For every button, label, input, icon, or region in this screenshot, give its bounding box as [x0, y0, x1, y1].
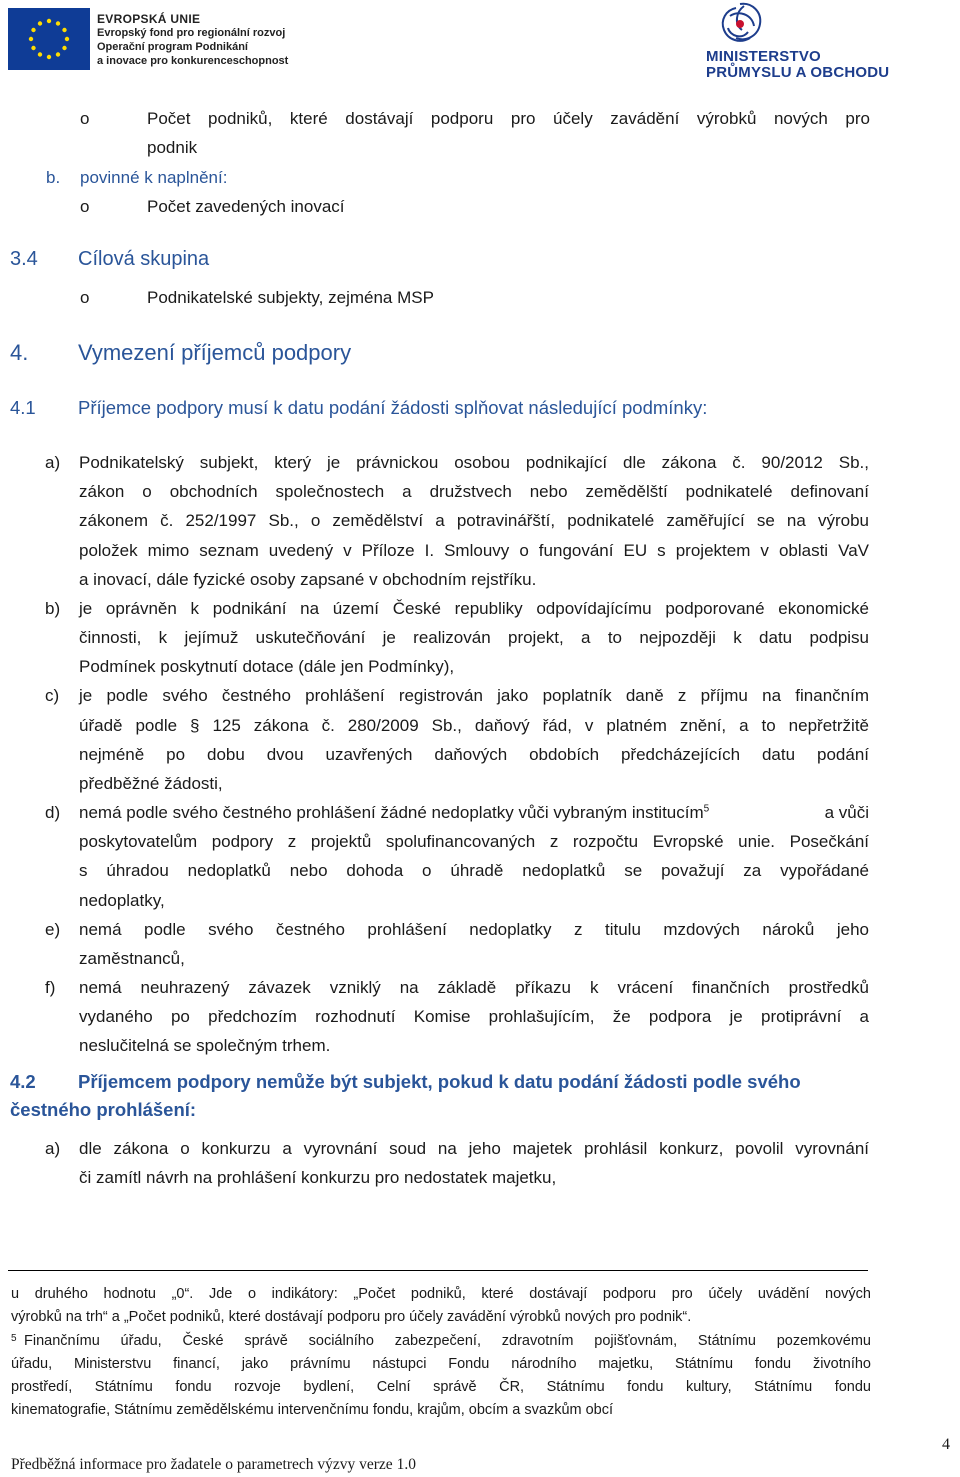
section-4-2-title-line-2: čestného prohlášení: [10, 1099, 197, 1120]
bullet-2: Počet zavedených inovací [147, 197, 345, 216]
eu-logo-text [97, 12, 288, 68]
footnote-ref-5: 5 [703, 803, 710, 815]
mpo-logo-text [706, 49, 889, 81]
footnote-continuation: výrobků na trh“ a „Počet podniků, které dostávají podporu pro účely zavádění výrobků nových pro podnik“. [11, 1309, 692, 1325]
item-f-label: f) [45, 978, 56, 997]
footnote-5-line: úřadu, Ministerstvu financí, jako právnímu nástupci Fondu národního majetku, Státnímu fondu životního [11, 1356, 871, 1372]
item-c-label: c) [45, 686, 60, 705]
eu-title: EVROPSKÁ UNIE [97, 12, 201, 26]
eu-program-2: a inovace pro konkurenceschopnost [97, 55, 289, 67]
section-4-2-title-line-1: Příjemcem podpory nemůže být subjekt, pokud k datu podání žádosti podle svého [78, 1071, 801, 1092]
item-b-label: b. [46, 168, 61, 187]
item-d-line-start [79, 798, 709, 827]
section-4-2-number: 4.2 [10, 1071, 36, 1092]
item-4-2-a-line: či zamítl návrh na prohlášení konkurzu pro nedostatek majetku, [79, 1168, 557, 1187]
footnote-separator [8, 1270, 868, 1271]
footnote-continuation: u druhého hodnotu „0“. Jde o indikátory: „Počet podniků, které dostávají podporu pro účely uvádění nových [11, 1286, 871, 1302]
item-e-line: nemá podle svého čestného prohlášení nedoplatky z titulu mzdových nároků jeho [79, 920, 869, 939]
item-4-2-a-label: a) [45, 1139, 61, 1158]
item-e-line: zaměstnanců, [79, 949, 185, 968]
item-e-label: e) [45, 920, 61, 939]
item-a-label: a) [45, 453, 61, 472]
item-a-line: Podnikatelský subjekt, který je právnickou osobou podnikající dle zákona č. 90/2012 Sb., [79, 453, 869, 472]
footnote-5-number: 5 [11, 1333, 17, 1344]
item-f-line: vydaného po předchozím rozhodnutí Komise prohlašujícím, že podpora je protiprávní a [79, 1007, 869, 1026]
item-a-line: zákonem č. 252/1997 Sb., o zemědělství a potravinářští, podnikatelé zaměřující se na výrobu [79, 511, 869, 530]
item-d-line: nedoplatky, [79, 891, 165, 910]
section-4-number: 4. [10, 340, 29, 365]
section-3-4-bullet: Podnikatelské subjekty, zejména MSP [147, 288, 434, 307]
item-c-line: nejméně po dobu dvou uzavřených daňových obdobích předcházejících datu podání [79, 745, 869, 764]
eu-flag-stars [8, 8, 90, 70]
bullet-1-line-1: Počet podniků, které dostávají podporu pro účely zavádění výrobků nových pro [147, 109, 870, 128]
bullet-1-line-2: podnik [147, 138, 198, 157]
item-a-line: položek mimo seznam uvedený v Příloze I. Smlouvy o fungování EU s projektem v oblasti VaV [79, 541, 869, 560]
item-d-label: d) [45, 803, 61, 822]
eu-program: Operační program Podnikání [97, 41, 248, 53]
item-d-line: poskytovatelům podpory z projektů spolufinancovaných z rozpočtu Evropské unie. Posečkání [79, 832, 869, 851]
section-4-1-number: 4.1 [10, 397, 36, 418]
item-b-4-1-line: je oprávněn k podnikání na území České republiky odpovídajícímu podporované ekonomické [79, 599, 869, 618]
bullet-marker: o [80, 109, 90, 128]
section-3-4-number: 3.4 [10, 248, 38, 270]
item-d-first-line [79, 798, 869, 827]
item-c-line: předběžné žádosti, [79, 774, 223, 793]
section-4-title: Vymezení příjemců podpory [78, 340, 352, 365]
item-4-2-a-line: dle zákona o konkurzu a vyrovnání soud na jeho majetek prohlásil konkurz, povolil vyrovnání [79, 1139, 869, 1158]
item-b-4-1-line: činnosti, k jejímuž uskutečňování je realizován projekt, a to nejpozději k datu podpisu [79, 628, 869, 647]
footnote-5-line: kinematografie, Státnímu zemědělskému intervenčnímu fondu, krajům, obcím a svazkům obcí [11, 1402, 614, 1418]
footer-note: Předběžná informace pro žadatele o parametrech výzvy verze 1.0 [11, 1456, 416, 1473]
item-d-line-tail: a vůči [824, 803, 869, 822]
eu-flag-icon [8, 8, 90, 70]
item-b-4-1-label: b) [45, 599, 61, 618]
bullet-marker: o [80, 197, 90, 216]
footnote-5-line: prostředí, Státnímu fondu rozvoje bydlení, Celní správě ČR, Státnímu fondu kultury, Státnímu fondu [11, 1379, 871, 1395]
item-f-line: neslučitelná se společným trhem. [79, 1036, 331, 1055]
item-c-line: úřadě podle § 125 zákona č. 280/2009 Sb., daňový řád, v platném znění, a to nepřetržitě [79, 716, 869, 735]
eu-fund: Evropský fond pro regionální rozvoj [97, 27, 286, 39]
bullet-marker: o [80, 288, 90, 307]
mpo-line-2: PRŮMYSLU A OBCHODU [706, 64, 890, 81]
item-f-line: nemá neuhrazený závazek vzniklý na základě příkazu k vrácení finančních prostředků [79, 978, 869, 997]
item-c-line: je podle svého čestného prohlášení registrován jako poplatník daně z příjmu na finančním [79, 686, 869, 705]
footnote-5-line: Finančnímu úřadu, České správě sociálního zabezpečení, zdravotním pojišťovnám, Státnímu pozemkovému [24, 1333, 871, 1349]
item-a-line: zákon o obchodních společnostech a družstvech nebo zemědělští podnikatelé definovaní [79, 482, 869, 501]
section-4-1-title: Příjemce podpory musí k datu podání žádosti splňovat následující podmínky: [78, 397, 708, 418]
item-d-line: nemá podle svého čestného prohlášení žádné nedoplatky vůči vybraným institucím [79, 803, 704, 822]
section-3-4-title: Cílová skupina [78, 248, 210, 270]
item-b-text: povinné k naplnění: [80, 168, 228, 187]
page-number: 4 [942, 1436, 950, 1453]
item-d-line: s úhradou nedoplatků nebo dohoda o úhradě nedoplatků se považují za vypořádané [79, 861, 869, 880]
item-b-4-1-line: Podmínek poskytnutí dotace (dále jen Podmínky), [79, 657, 455, 676]
mpo-line-1: MINISTERSTVO [706, 48, 821, 65]
item-a-line: a inovací, dále fyzické osoby zapsané v obchodním rejstříku. [79, 570, 537, 589]
